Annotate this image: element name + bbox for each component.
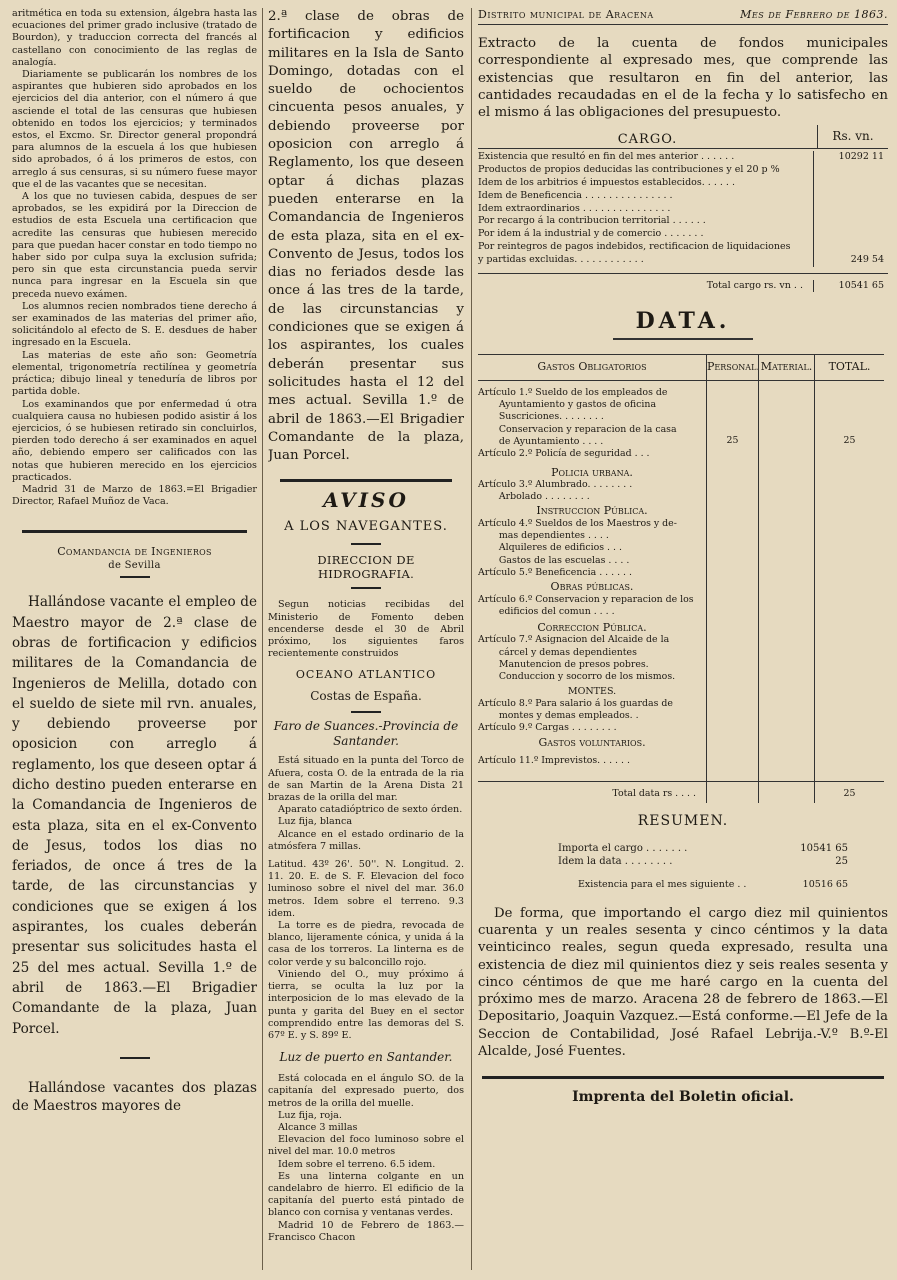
gastos-header: Gastos Obligatorios bbox=[478, 354, 706, 380]
district-title: Distrito municipal de Aracena bbox=[478, 8, 654, 21]
paragraph: Elevacion del foco luminoso sobre el nivel del mar. 10.0 metros bbox=[268, 1134, 464, 1158]
data-line: Artículo 9.º Cargas . . . . . . . . bbox=[478, 722, 617, 734]
paragraph: 2.ª clase de obras de fortificacion y edificios militares en la Isla de Santo Domingo, dotadas con el sueldo de ochocientos cincuenta pesos anuales, y debiendo proveerse por oposicion con arreglo á Reglamento, los que deseen optar á dichas plazas pueden enterarse en la Comandancia de Ingenieros de esta plaza, sita en el ex-Convento de Jesus, todos los dias no feriados desde las once á las tres de la tarde, de las circunstancias y condiciones que se exigen á los aspirantes, los cuales deberán presentar sus solicitudes hasta el 12 del mes actual. Sevilla 1.º de abril de 1863.—El Brigadier Comandante de la plaza, Juan Porcel. bbox=[268, 9, 464, 464]
final-paragraph: De forma, que importando el cargo diez mil quinientos cuarenta y un reales sesenta y cinco céntimos y la data veinticinco reales, segun queda expresado, resulta una existencia de diez mil quinientos diez y seis reales sesenta y cinco céntimos de que me haré cargo en la cuenta del próximo mes de marzo. Aracena 28 de febrero de 1863.—El Depositario, Joaquin Vazquez.—Está conforme.—El Jefe de la Seccion de Contabilidad, José Rafael Lebrija.-V.º B.º-El Alcalde, José Fuentes. bbox=[478, 905, 888, 1060]
cargo-row-value bbox=[813, 177, 888, 190]
cargo-row-value bbox=[813, 190, 888, 203]
data-section-heading: MONTES. bbox=[567, 685, 617, 697]
resumen-table bbox=[478, 842, 888, 868]
total-data-value: 25 bbox=[814, 781, 884, 802]
total-data-label: Total data rs . . . . bbox=[478, 781, 706, 802]
data-line: Artículo 1.º Sueldo de los empleados de bbox=[478, 386, 668, 398]
divider bbox=[120, 576, 150, 578]
paragraph: A los que no tuviesen cabida, despues de ser aprobados, se les expidirá por la Direccion de estudios de esta Escuela una certificacion que acredite las censuras que hubiesen merecido para que puedan hacer constar en todo tiempo no haber sido por culpa suya la exclusion sufrida; pero sin que esta circunstancia pueda servir nunca para ingresar en la Escuela sin que preceda nuevo exámen. bbox=[12, 191, 257, 300]
resumen-row bbox=[478, 842, 888, 855]
cargo-row-value bbox=[813, 241, 888, 254]
paragraph: Es una linterna colgante en un candelabro de hierro. El edificio de la capitanía del puerto está pintado de blanco con cornisa y ventanas verdes. bbox=[268, 1170, 464, 1219]
data-line: Arbolado . . . . . . . . bbox=[478, 491, 590, 503]
total-header: TOTAL. bbox=[814, 354, 884, 380]
data-line: Ayuntamiento y gastos de oficina bbox=[478, 399, 657, 411]
data-line: Alquileres de edificios . . . bbox=[478, 542, 622, 554]
data-line: Artículo 4.º Sueldos de los Maestros y de- bbox=[478, 517, 677, 529]
total-column bbox=[814, 381, 884, 782]
cargo-table bbox=[478, 148, 888, 266]
data-line: Conservacion y reparacion de la casa bbox=[478, 423, 677, 435]
cargo-row bbox=[478, 190, 888, 203]
material-column bbox=[758, 381, 814, 782]
cargo-total bbox=[478, 273, 888, 293]
divider bbox=[482, 1076, 884, 1079]
paragraph: Los alumnos recien nombrados tiene derecho á ser examinados de las materias del primer año, solicitándolo al efecto de S. E. desdues de haber ingresado en la Escuela. bbox=[12, 300, 257, 349]
divider bbox=[120, 1057, 150, 1059]
column-left bbox=[12, 8, 257, 1273]
paragraph: Aparato catadióptrico de sexto órden. bbox=[278, 804, 463, 816]
data-line: montes y demas empleados. . bbox=[478, 710, 639, 722]
resumen-label: Importa el cargo . . . . . . . bbox=[558, 842, 688, 854]
divider bbox=[351, 543, 381, 545]
cargo-row-label: Idem de los arbitrios é impuestos establecidos. . . . . . bbox=[478, 177, 735, 189]
cargo-row bbox=[478, 241, 888, 254]
paragraph: Luz fija, roja. bbox=[278, 1109, 342, 1121]
ayto-total: 25 bbox=[843, 434, 856, 446]
cargo-row bbox=[478, 228, 888, 241]
cargo-row-label: Por idem á la industrial y de comercio . . . . . . . bbox=[478, 228, 704, 240]
data-line: Artículo 2.º Policía de seguridad . . . bbox=[478, 448, 650, 460]
intro-paragraph: Extracto de la cuenta de fondos municipales correspondiente al expresado mes, que comprende las existencias que resultaron en fin del anterior, las cantidades recaudadas en el de la fecha y lo satisfecho en el mismo á las obligaciones del presupuesto. bbox=[478, 36, 888, 121]
data-section-heading: Gastos voluntarios. bbox=[538, 735, 646, 749]
material-header: Material. bbox=[758, 354, 814, 380]
paragraph: aritmética en toda su extension, álgebra hasta las ecuaciones del primer grado inclusive (tratado de Bourdon), y traduccion correcta del francés al castellano con conocimiento de las reglas de analogía. bbox=[12, 8, 257, 68]
cargo-row-label: Idem extraordinarios . . . . . . . . . . . . . . . bbox=[478, 202, 671, 214]
data-table bbox=[478, 354, 888, 802]
paragraph: Segun noticias recibidas del Ministerio de Fomento deben encenderse desde el 30 de Abril próximo, los siguientes faros recientemente construidos bbox=[268, 599, 464, 660]
resumen-value: 25 bbox=[835, 855, 848, 867]
data-line: Artículo 7.º Asignacion del Alcaide de la bbox=[478, 634, 670, 646]
faro-heading: Faro de Suances.-Provincia de Santander. bbox=[273, 719, 459, 749]
cargo-row bbox=[478, 215, 888, 228]
existencia-label: Existencia para el mes siguiente . . bbox=[578, 878, 747, 890]
total-data-material bbox=[758, 781, 814, 802]
navegantes-heading: A LOS NAVEGANTES. bbox=[284, 519, 448, 535]
data-line: Artículo 11.º Imprevistos. . . . . . bbox=[478, 755, 630, 767]
paragraph: Latitud. 43º 26'. 50''. N. Longitud. 2. 11. 20. E. de S. F. Elevacion del foco luminoso sobre el nivel del mar. 36.0 metros. Idem sobre el terreno. 9.3 idem. bbox=[268, 859, 464, 919]
column-middle bbox=[268, 8, 464, 1273]
divider bbox=[351, 711, 381, 713]
data-line: de Ayuntamiento . . . . bbox=[478, 435, 604, 447]
data-line: Artículo 6.º Conservacion y reparacion de los bbox=[478, 593, 694, 605]
ayto-personal: 25 bbox=[726, 434, 739, 446]
cargo-row-value: 10292 11 bbox=[813, 151, 888, 164]
data-line: Conduccion y socorro de los mismos. bbox=[478, 671, 676, 683]
paragraph: Está situado en la punta del Torco de Afuera, costa O. de la entrada de la ria de san Martin de la Arena Dista 21 brazas de la orilla del mar. bbox=[268, 755, 464, 804]
existencia-row bbox=[478, 878, 888, 891]
cargo-row-label: y partidas excluidas. . . . . . . . . . . . bbox=[478, 253, 644, 265]
data-section-heading: Instruccion Pública. bbox=[536, 504, 648, 518]
cargo-header bbox=[478, 125, 888, 148]
cargo-row-value bbox=[813, 228, 888, 241]
faro-heading: Luz de puerto en Santander. bbox=[279, 1050, 453, 1065]
spacer bbox=[478, 767, 706, 781]
direccion-heading: DIRECCION DE HIDROGRAFIA. bbox=[317, 553, 415, 582]
existencia-value: 10516 65 bbox=[802, 878, 848, 890]
oceano-heading: OCEANO ATLANTICO bbox=[295, 668, 437, 682]
cargo-heading: CARGO. bbox=[617, 132, 678, 148]
paragraph: Luz fija, blanca bbox=[278, 816, 353, 828]
aviso-heading: AVISO bbox=[323, 488, 409, 513]
data-line: Suscriciones. . . . . . . . bbox=[478, 411, 604, 423]
divider bbox=[22, 530, 247, 533]
data-line: mas dependientes . . . . bbox=[478, 530, 609, 542]
data-section-heading: Policia urbana. bbox=[551, 465, 633, 479]
page-header bbox=[478, 8, 888, 25]
data-line: Manutencion de presos pobres. bbox=[478, 658, 649, 670]
paragraph: Hallándose vacantes dos plazas de Maestros mayores de bbox=[12, 1079, 257, 1114]
cargo-row-value bbox=[813, 215, 888, 228]
column-right bbox=[478, 8, 888, 1273]
cargo-row-label: Idem de Beneficencia . . . . . . . . . . . . . . . bbox=[478, 189, 673, 201]
month-title: Mes de Febrero de 1863. bbox=[740, 8, 888, 21]
cargo-row-label: Productos de propios deducidas las contribuciones y el 20 p % bbox=[478, 164, 780, 176]
paragraph: Diariamente se publicarán los nombres de los aspirantes que hubieren sido aprobados en los ejercicios del dia anterior, con el número á que asciende el total de las censuras que hubiesen obtenido en todos los ejercicios; y terminados estos, el Excmo. Sr. Director general propondrá para alumnos de la escuela á los que hubiesen sido aprobados, ó á los primeros de estos, con arreglo á sus censuras, si su número fuese mayor que el de las vacantes que se necesitan. bbox=[12, 69, 257, 190]
personal-column bbox=[706, 381, 758, 782]
paragraph: Los examinandos que por enfermedad ú otra cualquiera causa no hubiesen podido asistir á los ejercicios, ó se hubiesen retirado sin concluirlos, pierden todo derecho á ser examinados en aquel año, debiendo empero ser calificados con las notas que hubieren merecido en los ejercicios practicados. bbox=[12, 398, 257, 483]
cargo-row-value bbox=[813, 203, 888, 216]
divider bbox=[613, 338, 753, 340]
cargo-row-value bbox=[813, 164, 888, 177]
divider bbox=[280, 479, 452, 482]
column-divider bbox=[471, 8, 472, 1270]
cargo-total-value: 10541 65 bbox=[813, 280, 888, 293]
cargo-row-label: Por reintegros de pagos indebidos, rectificacion de liquidaciones bbox=[478, 241, 791, 253]
data-section-heading: Obras públicas. bbox=[550, 580, 634, 594]
signature: Madrid 10 de Febrero de 1863.— Francisco Chacon bbox=[268, 1219, 464, 1243]
cargo-total-label: Total cargo rs. vn . . bbox=[706, 279, 803, 291]
resumen-row bbox=[478, 855, 888, 868]
resumen-value: 10541 65 bbox=[800, 842, 848, 854]
paragraph: Hallándose vacante el empleo de Maestro mayor de 2.ª clase de obras de fortificacion y edificios militares de la Comandancia de Ingenieros de Melilla, dotado con el sueldo de siete mil rvn. anuales, y debiendo proveerse por oposicion con arreglo á reglamento, los que deseen optar á dicho destino pueden enterarse en la Comandancia de Ingenieros de esta plaza, sita en el ex-Convento de Jesus, todos los dias no feriados, de once á tres de la tarde, de las circunstancias y condiciones que se exigen á los aspirantes, los cuales deberán presentar sus solicitudes hasta el 25 del mes actual. Sevilla 1.º de abril de 1863.—El Brigadier Comandante de la plaza, Juan Porcel. bbox=[12, 594, 257, 1037]
cargo-row bbox=[478, 254, 888, 267]
resumen-heading: RESUMEN. bbox=[637, 812, 729, 829]
paragraph: Alcance en el estado ordinario de la atmósfera 7 millas. bbox=[268, 828, 464, 852]
section-subheading: de Sevilla bbox=[108, 560, 161, 572]
data-heading: DATA. bbox=[635, 308, 731, 335]
data-line: Artículo 3.º Alumbrado. . . . . . . . bbox=[478, 478, 633, 490]
divider bbox=[351, 587, 381, 589]
total-data-personal bbox=[706, 781, 758, 802]
paragraph: Está colocada en el ángulo SO. de la capitanía del expresado puerto, dos metros de la orilla del muelle. bbox=[268, 1073, 464, 1109]
cargo-row bbox=[478, 151, 888, 164]
data-line: Artículo 8.º Para salario á los guardas de bbox=[478, 697, 673, 709]
paragraph: Alcance 3 millas bbox=[278, 1121, 358, 1133]
rs-heading: Rs. vn. bbox=[817, 125, 888, 148]
cargo-row-label: Por recargo á la contribucion territorial . . . . . . bbox=[478, 215, 706, 227]
data-line: Gastos de las escuelas . . . . bbox=[478, 554, 630, 566]
paragraph: Las materias de este año son: Geometría elemental, trigonometría rectilínea y geometría práctica; dibujo lineal y teneduría de libros por partida doble. bbox=[12, 349, 257, 398]
paragraph: Idem sobre el terreno. 6.5 idem. bbox=[278, 1158, 436, 1170]
cargo-row-value: 249 54 bbox=[813, 254, 888, 267]
section-heading: Comandancia de Ingenieros bbox=[57, 545, 212, 559]
data-line: edificios del comun . . . . bbox=[478, 605, 615, 617]
cargo-row bbox=[478, 177, 888, 190]
cargo-row bbox=[478, 203, 888, 216]
imprenta-footer: Imprenta del Boletin oficial. bbox=[572, 1089, 794, 1106]
column-divider bbox=[262, 8, 263, 1270]
cargo-row bbox=[478, 164, 888, 177]
resumen-label: Idem la data . . . . . . . . bbox=[558, 855, 673, 867]
personal-header: Personal. bbox=[706, 354, 758, 380]
data-line: Artículo 5.º Beneficencia . . . . . . bbox=[478, 566, 632, 578]
data-section-heading: Correccion Pública. bbox=[537, 621, 647, 635]
paragraph: Viniendo del O., muy próximo á tierra, se oculta la luz por la interposicion de lo mas elevado de la punta y garita del Buey en el sector comprendido entre las demoras del S. 67º E. y S. 89º E. bbox=[268, 968, 464, 1041]
data-line: cárcel y demas dependientes bbox=[478, 646, 637, 658]
signature: Madrid 31 de Marzo de 1863.=El Brigadier Director, Rafael Muñoz de Vaca. bbox=[12, 483, 257, 508]
costas-heading: Costas de España. bbox=[310, 689, 422, 704]
data-body bbox=[478, 381, 706, 782]
cargo-row-label: Existencia que resultó en fin del mes anterior . . . . . . bbox=[478, 151, 735, 163]
paragraph: La torre es de piedra, revocada de blanco, lijeramente cónica, y unida á la casa de los torreros. La linterna es de color verde y su balconcillo rojo. bbox=[268, 920, 464, 968]
